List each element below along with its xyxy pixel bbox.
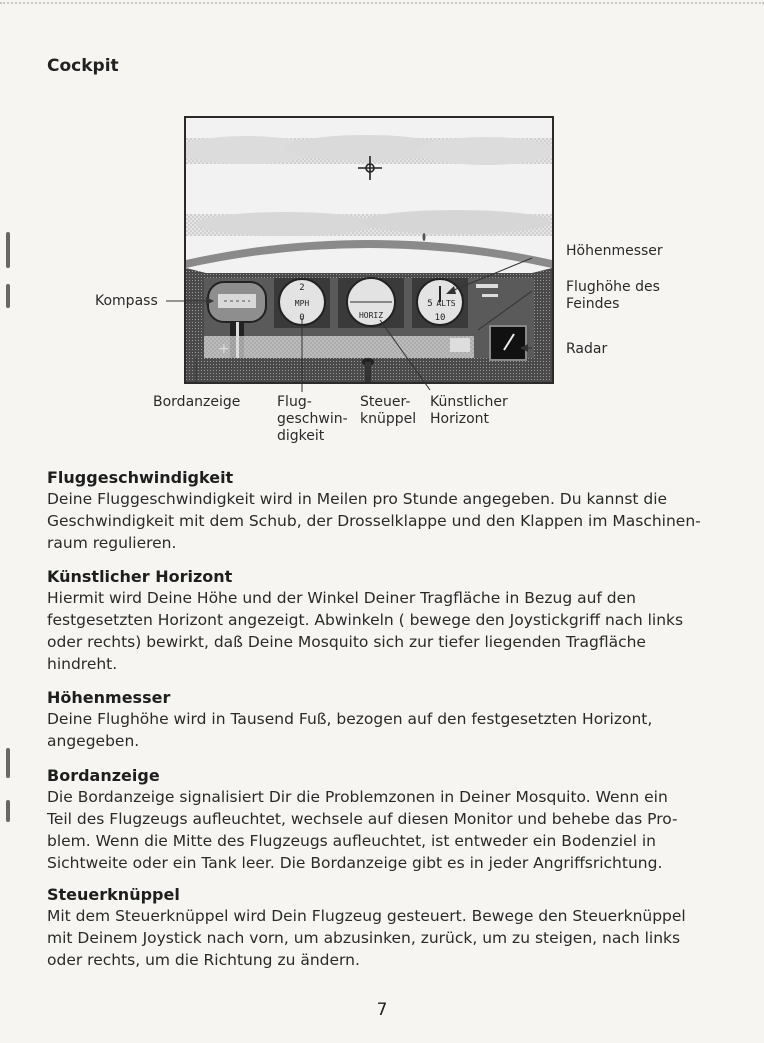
label-steuerknueppel: Steuer- knüppel (360, 394, 417, 427)
section-heading: Steuerknüppel (47, 885, 180, 904)
section-fluggeschwindigkeit (47, 468, 707, 554)
airspeed-gauge-top: 2 (299, 283, 305, 293)
section-heading: Höhenmesser (47, 688, 171, 707)
section-hoehenmesser (47, 688, 707, 752)
section-heading: Fluggeschwindigkeit (47, 468, 234, 487)
section-bordanzeige (47, 766, 707, 874)
section-line: angegeben. (47, 732, 140, 750)
binding-mark (6, 800, 10, 822)
section-line: Sichtweite oder ein Tank leer. Die Bordanzeige gibt es in jeder Angriffsrichtung. (47, 854, 663, 872)
label-bordanzeige: Bordanzeige (153, 394, 241, 410)
altimeter-gauge-top: 5 (427, 299, 433, 309)
section-line: blem. Wenn die Mitte des Flugzeugs aufleuchtet, ist entweder ein Bodenziel in (47, 832, 656, 850)
horizon-gauge-label: HORIZ (358, 311, 384, 320)
airspeed-gauge-bottom: 0 (299, 313, 305, 323)
section-line: mit Deinem Joystick nach vorn, um abzusinken, zurück, um zu steigen, nach links (47, 929, 681, 947)
section-line: Geschwindigkeit mit dem Schub, der Drosselklappe und den Klappen im Maschinen- (47, 512, 701, 530)
section-line: Hiermit wird Deine Höhe und der Winkel Deiner Tragfläche in Bezug auf den (47, 589, 637, 607)
section-line: hindreht. (47, 655, 118, 673)
section-line: Mit dem Steuerknüppel wird Dein Flugzeug gesteuert. Bewege den Steuerknüppel (47, 907, 686, 925)
altimeter-gauge-unit: ALTS (436, 299, 456, 308)
label-radar: Radar (566, 341, 608, 357)
label-enemy-altitude: Flughöhe des Feindes (566, 279, 660, 312)
airspeed-gauge-unit: MPH (294, 299, 310, 308)
section-steuerknueppel (47, 885, 707, 971)
section-heading: Bordanzeige (47, 766, 160, 785)
section-line: Deine Fluggeschwindigkeit wird in Meilen pro Stunde angegeben. Du kannst die (47, 490, 668, 508)
label-fluggeschwindigkeit: Flug- geschwin- digkeit (277, 394, 348, 444)
section-line: festgesetzten Horizont angezeigt. Abwinkeln ( bewege den Joystickgriff nach links (47, 611, 684, 629)
section-line: Teil des Flugzeugs aufleuchtet, wechsele auf diesen Monitor und behebe das Pro- (47, 810, 678, 828)
binding-mark (6, 748, 10, 778)
callout-lines (0, 0, 764, 460)
section-kuenstlicher-horizont (47, 567, 707, 675)
page-title: Cockpit (47, 56, 119, 76)
section-line: oder rechts) bewirkt, daß Deine Mosquito sich zur tiefer liegenden Tragfläche (47, 633, 646, 651)
svg-text:+: + (218, 341, 230, 357)
label-hoehenmesser: Höhenmesser (566, 243, 663, 259)
section-line: Die Bordanzeige signalisiert Dir die Problemzonen in Deiner Mosquito. Wenn ein (47, 788, 668, 806)
section-line: Deine Flughöhe wird in Tausend Fuß, bezogen auf den festgesetzten Horizont, (47, 710, 653, 728)
altimeter-gauge-bottom: 10 (434, 313, 446, 323)
page-number: 7 (376, 1000, 388, 1020)
label-kompass: Kompass (95, 293, 158, 309)
section-line: raum regulieren. (47, 534, 177, 552)
section-heading: Künstlicher Horizont (47, 567, 233, 586)
section-line: oder rechts, um die Richtung zu ändern. (47, 951, 360, 969)
label-kuenstlicher-horizont: Künstlicher Horizont (430, 394, 508, 427)
